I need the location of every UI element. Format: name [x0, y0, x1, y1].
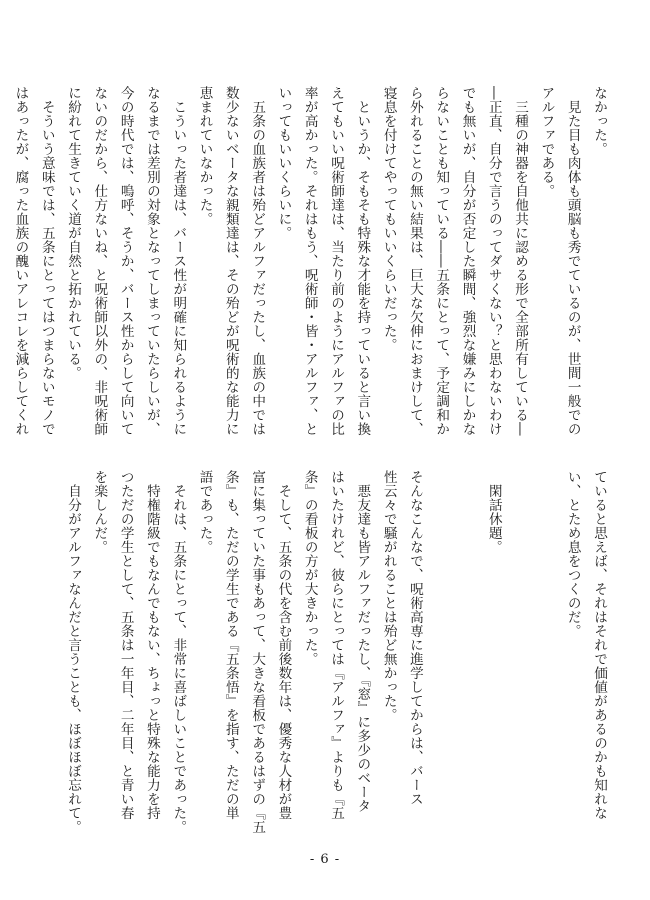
- text-line: というか、そもそも特殊な才能を持っていると言い換: [354, 86, 371, 436]
- text-line: 五条の血族者は殆どアルファだったし、血族の中では: [249, 86, 266, 436]
- text-line: そして、五条の代を含む前後数年は、優秀な人材が豊: [275, 470, 292, 820]
- text-line: 寝息を付けてやってもいいくらいだった。: [380, 86, 397, 352]
- text-line: なかった。: [591, 86, 607, 156]
- text-line: 数少ないベータな親類達は、その殆どが呪術的な能力に: [222, 86, 239, 436]
- text-line: [533, 470, 559, 815]
- text-line: はいたけれど、彼らにとっては『アルファ』よりも『五: [328, 470, 345, 820]
- text-line: 見た目も肉体も頭脳も秀でているのが、世間一般での: [564, 86, 581, 436]
- text-line: 今の時代では、嗚呼、そうか、バース性からして向いて: [117, 86, 134, 436]
- upper-text-block: [7, 86, 612, 436]
- text-line: 三種の神器を自他共に認める形で全部所有している―: [512, 86, 529, 436]
- page-number: - 6 -: [309, 852, 341, 867]
- text-line: そういう意味では、五条にとってはつまらないモノで: [38, 86, 55, 436]
- text-line: ないのだから、仕方ないね、と呪術師以外の、非呪術師: [91, 86, 108, 436]
- text-line: えてもいい呪術師達は、当たり前のようにアルファの比: [328, 86, 345, 436]
- text-line: を楽しんだ。: [91, 470, 108, 554]
- text-line: 特権階級でもなんでもない、ちょっと特殊な能力を持: [143, 470, 160, 820]
- text-line: [507, 470, 533, 815]
- text-line: なるまでは差別の対象となってしまっていたらしいが、: [143, 86, 160, 436]
- text-line: こういった者達は、バース性が明確に知られるように: [170, 86, 187, 436]
- text-line: 閑話休題。: [485, 470, 502, 554]
- text-line: [428, 470, 454, 815]
- text-line: 条』も、ただの学生である『五条悟』を指す、ただの単: [222, 470, 239, 820]
- text-line: いってもいいくらいに。: [275, 86, 292, 240]
- text-line: 性云々で騒がれることは殆ど無かった。: [380, 470, 397, 722]
- text-line: そんなこんなで、呪術高専に進学してからは、バース: [406, 470, 423, 806]
- text-line: らないことも知っている――五条にとって、予定調和か: [433, 86, 450, 436]
- text-line: ら外れることの無い結果は、巨大な欠伸におまけして、: [406, 86, 423, 436]
- text-line: 語であった。: [196, 470, 213, 554]
- text-line: 自分がアルファなんだと言うことも、ほぼほぼ忘れて。: [65, 470, 82, 834]
- text-line: ていると思えば、それはそれで価値があるのかも知れな: [591, 470, 607, 820]
- text-line: に紛れて生きていく道が自然と拓かれている。: [65, 86, 82, 380]
- text-line: 悪友達も皆アルファだったし、『窓』に多少のベータ: [354, 470, 371, 814]
- text-line: はあったが、腐った血族の醜いアレコレを減らしてくれ: [12, 86, 29, 436]
- text-line: アルファである。: [538, 86, 555, 198]
- text-line: い、とため息をつくのだ。: [564, 470, 581, 638]
- text-line: 条』の看板の方が大きかった。: [301, 470, 318, 666]
- text-line: でも無いが、自分が否定した瞬間、強烈な嫌みにしかな: [459, 86, 476, 436]
- text-line: [454, 470, 480, 815]
- lower-text-block: [60, 470, 612, 834]
- text-line: ―正直、自分で言うのってダサくない？と思わないわけ: [485, 86, 502, 436]
- text-line: つただの学生として、五条は一年目、二年目、と青い春: [117, 470, 134, 820]
- text-line: それは、五条にとって、非常に喜ばしいことであった。: [170, 470, 187, 834]
- text-line: 率が高かった。それはもう、呪術師・皆・アルファ、と: [301, 86, 318, 436]
- text-line: 恵まれていなかった。: [196, 86, 213, 226]
- text-line: 富に集っていた事もあって、大きな看板であるはずの『五: [249, 470, 266, 834]
